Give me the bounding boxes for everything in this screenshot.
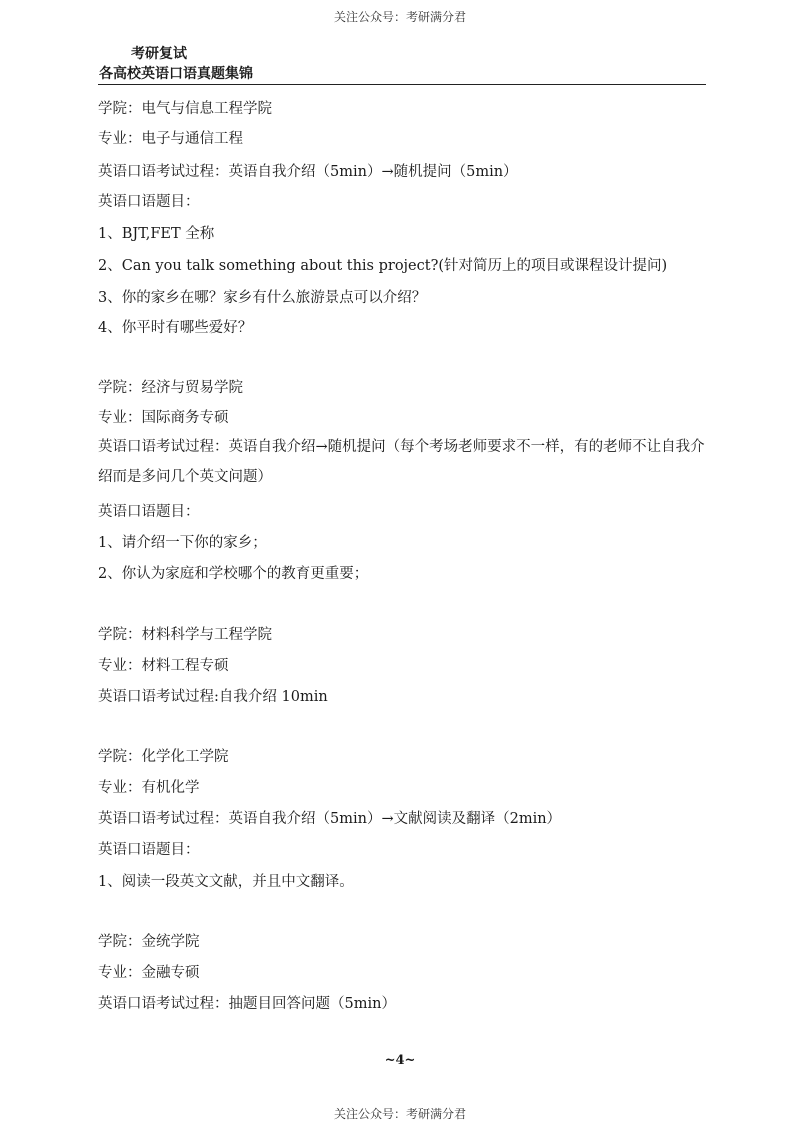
question-item: 1、阅读一段英文文献，并且中文翻译。 [98,874,354,890]
watermark-top: 关注公众号：考研满分君 [333,10,466,24]
section-college: 学院：化学化工学院 [98,749,229,765]
section-process: 英语口语考试过程：英语自我介绍（5min）→随机提问（5min） [98,164,518,180]
section-process: 英语口语考试过程：抽题目回答问题（5min） [98,996,396,1012]
header-subtitle: 各高校英语口语真题集锦 [99,66,253,82]
questions-heading: 英语口语题目： [98,194,200,210]
section-college: 学院：电气与信息工程学院 [98,101,272,117]
section-process: 英语口语考试过程：英语自我介绍→随机提问（每个考场老师要求不一样，有的老师不让自我介绍而是多问几个英文问题） [98,439,705,485]
section-major: 专业：材料工程专硕 [98,658,229,674]
questions-heading: 英语口语题目： [98,504,200,520]
section-major: 专业：金融专硕 [98,965,200,981]
section-major: 专业：国际商务专硕 [98,410,229,426]
section-process: 英语口语考试过程:自我介绍 10min [98,689,328,705]
question-item: 2、Can you talk something about this project?(针对简历上的项目或课程设计提问) [98,258,668,274]
header-title: 考研复试 [131,46,187,62]
page-number: ~4~ [384,1053,416,1068]
header-rule [98,84,706,85]
questions-heading: 英语口语题目： [98,842,200,858]
question-item: 2、你认为家庭和学校哪个的教育更重要； [98,566,369,582]
question-item: 3、你的家乡在哪？家乡有什么旅游景点可以介绍？ [98,290,427,306]
section-process: 英语口语考试过程：英语自我介绍（5min）→文献阅读及翻译（2min） [98,811,562,827]
section-major: 专业：有机化学 [98,780,200,796]
section-major: 专业：电子与通信工程 [98,131,243,147]
question-item: 1、BJT,FET 全称 [98,226,215,242]
question-item: 4、你平时有哪些爱好？ [98,320,253,336]
watermark-bottom: 关注公众号：考研满分君 [333,1107,466,1121]
section-college: 学院：经济与贸易学院 [98,380,243,396]
question-item: 1、请介绍一下你的家乡； [98,535,267,551]
section-college: 学院：金统学院 [98,934,200,950]
section-college: 学院：材料科学与工程学院 [98,627,272,643]
